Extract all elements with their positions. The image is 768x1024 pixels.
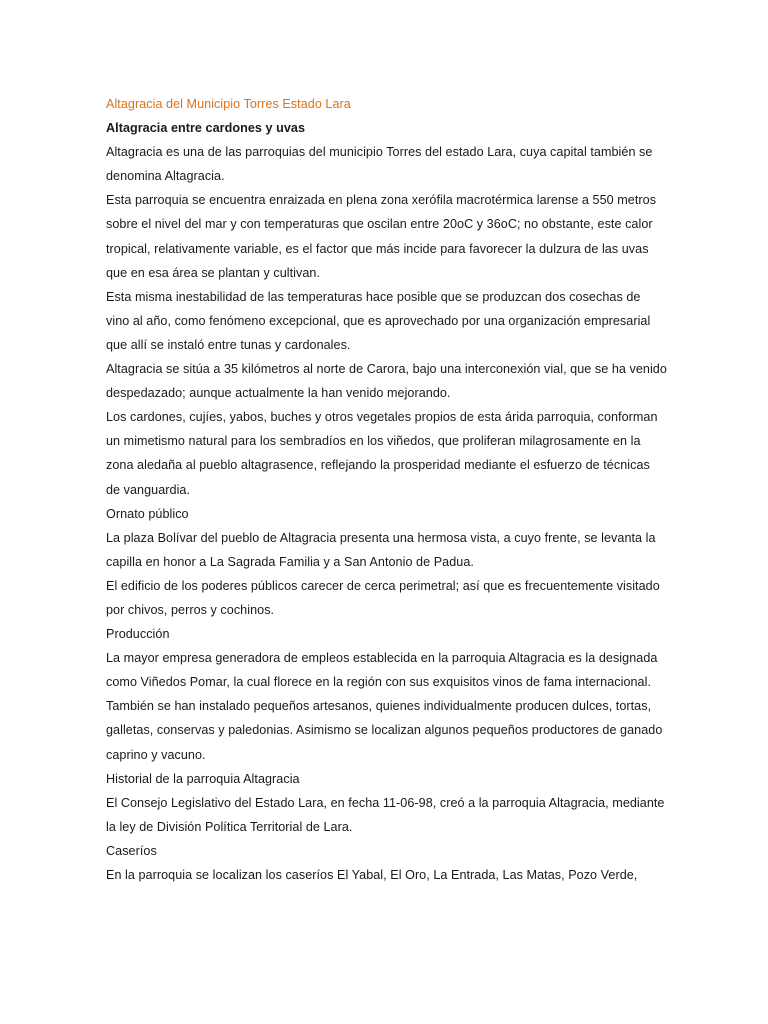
body-line: despedazado; aunque actualmente la han venido mejorando. <box>106 386 451 401</box>
body-line: Producción <box>106 627 170 642</box>
document-body <box>106 140 666 887</box>
body-line: Esta parroquia se encuentra enraizada en plena zona xerófila macrotérmica larense a 550 metros <box>106 193 657 208</box>
document-title: Altagracia del Municipio Torres Estado Lara <box>106 97 351 111</box>
body-line: En la parroquia se localizan los caseríos El Yabal, El Oro, La Entrada, Las Matas, Pozo Verde, <box>106 868 638 882</box>
body-line: caprino y vacuno. <box>106 747 206 762</box>
body-line: sobre el nivel del mar y con temperaturas que oscilan entre 20oC y 36oC; no obstante, este calor <box>106 217 653 232</box>
body-line: un mimetismo natural para los sembradíos en los viñedos, que proliferan milagrosamente en la <box>106 434 641 449</box>
body-line: zona aledaña al pueblo altagrasence, reflejando la prosperidad mediante el esfuerzo de técnicas <box>106 458 650 473</box>
body-line: Historial de la parroquia Altagracia <box>106 771 300 786</box>
document-subtitle: Altagracia entre cardones y uvas <box>106 121 305 136</box>
body-line: Caseríos <box>106 843 157 858</box>
body-line: tropical, relativamente variable, es el factor que más incide para favorecer la dulzura de las uvas <box>106 241 649 256</box>
body-line: por chivos, perros y cochinos. <box>106 602 275 617</box>
body-line: El Consejo Legislativo del Estado Lara, en fecha 11-06-98, creó a la parroquia Altagracia, mediante <box>106 795 665 810</box>
body-line: que allí se instaló entre tunas y cardonales. <box>106 337 351 352</box>
body-line: denomina Altagracia. <box>106 169 225 184</box>
body-line: El edificio de los poderes públicos carecer de cerca perimetral; así que es frecuentemente visitado <box>106 578 660 593</box>
body-line: como Viñedos Pomar, la cual florece en la región con sus exquisitos vinos de fama internacional. <box>106 675 652 690</box>
body-line: Esta misma inestabilidad de las temperaturas hace posible que se produzcan dos cosechas de <box>106 289 641 304</box>
body-line: vino al año, como fenómeno excepcional, que es aprovechado por una organización empresarial <box>106 313 651 328</box>
body-line: galletas, conservas y paledonias. Asimismo se localizan algunos pequeños productores de ganado <box>106 723 663 738</box>
body-line: Altagracia se sitúa a 35 kilómetros al norte de Carora, bajo una interconexión vial, que se ha venido <box>106 362 667 377</box>
body-line: También se han instalado pequeños artesanos, quienes individualmente producen dulces, tortas, <box>106 699 652 714</box>
body-line: Los cardones, cujíes, yabos, buches y otros vegetales propios de esta árida parroquia, conforman <box>106 410 658 425</box>
body-line: Altagracia es una de las parroquias del municipio Torres del estado Lara, cuya capital también se <box>106 145 653 160</box>
body-line: capilla en honor a La Sagrada Familia y a San Antonio de Padua. <box>106 554 474 569</box>
body-line: que en esa área se plantan y cultivan. <box>106 265 321 280</box>
body-line: La plaza Bolívar del pueblo de Altagracia presenta una hermosa vista, a cuyo frente, se levanta la <box>106 530 656 545</box>
document-page <box>106 92 666 887</box>
body-line: de vanguardia. <box>106 482 191 497</box>
body-line: Ornato público <box>106 506 189 521</box>
body-line: La mayor empresa generadora de empleos establecida en la parroquia Altagracia es la designada <box>106 651 658 666</box>
body-line: la ley de División Política Territorial de Lara. <box>106 819 353 834</box>
